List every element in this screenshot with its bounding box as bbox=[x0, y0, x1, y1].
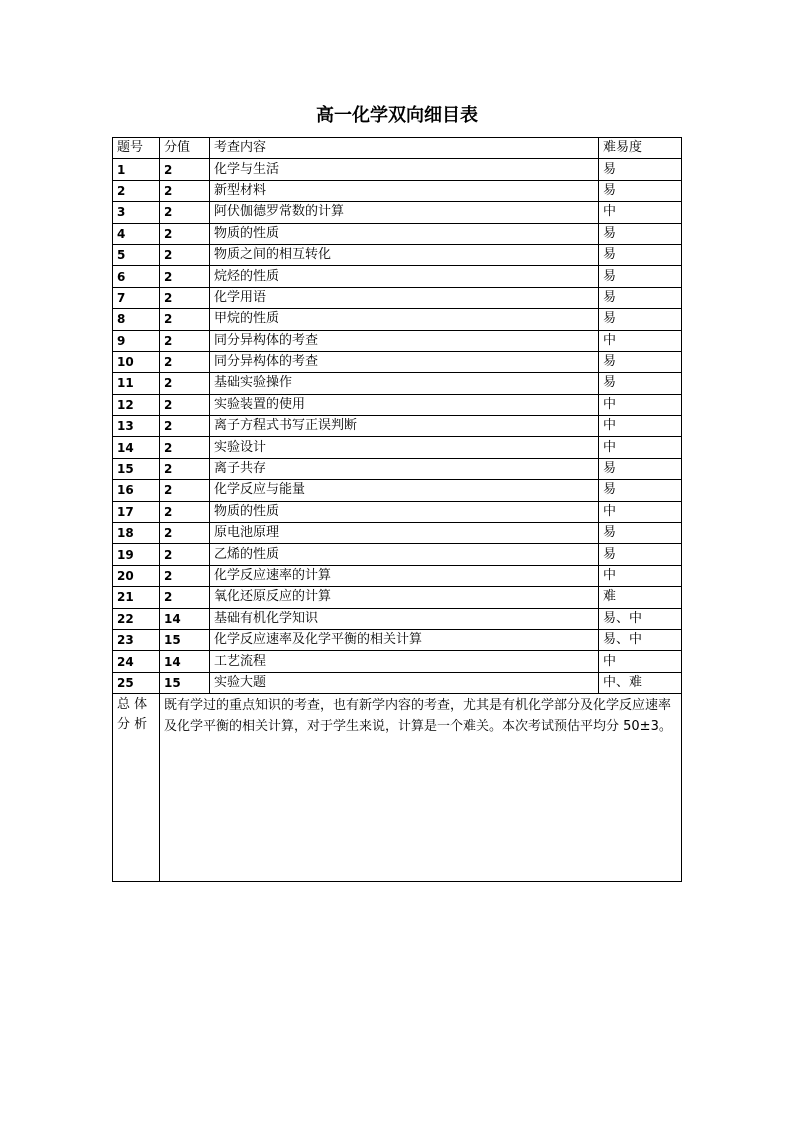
content-cell: 物质的性质 bbox=[210, 223, 599, 244]
score-cell: 2 bbox=[160, 587, 210, 608]
table-row bbox=[113, 437, 682, 458]
question-number-cell: 15 bbox=[113, 458, 160, 479]
table-row bbox=[113, 244, 682, 265]
difficulty-cell: 中 bbox=[599, 437, 682, 458]
difficulty-cell: 易 bbox=[599, 458, 682, 479]
score-cell: 2 bbox=[160, 309, 210, 330]
question-number-cell: 21 bbox=[113, 587, 160, 608]
content-cell: 化学反应速率及化学平衡的相关计算 bbox=[210, 629, 599, 650]
difficulty-cell: 易 bbox=[599, 223, 682, 244]
question-number-cell: 23 bbox=[113, 629, 160, 650]
content-cell: 烷烃的性质 bbox=[210, 266, 599, 287]
score-cell: 2 bbox=[160, 202, 210, 223]
content-cell: 原电池原理 bbox=[210, 523, 599, 544]
question-number-cell: 7 bbox=[113, 287, 160, 308]
content-cell: 基础有机化学知识 bbox=[210, 608, 599, 629]
table-row bbox=[113, 202, 682, 223]
content-cell: 甲烷的性质 bbox=[210, 309, 599, 330]
difficulty-cell: 中 bbox=[599, 202, 682, 223]
question-number-cell: 1 bbox=[113, 159, 160, 180]
question-number-cell: 13 bbox=[113, 416, 160, 437]
score-cell: 14 bbox=[160, 608, 210, 629]
table-row bbox=[113, 416, 682, 437]
table-row bbox=[113, 159, 682, 180]
question-number-cell: 12 bbox=[113, 394, 160, 415]
score-cell: 2 bbox=[160, 501, 210, 522]
score-cell: 2 bbox=[160, 266, 210, 287]
table-row bbox=[113, 651, 682, 672]
header-cell-difficulty: 难易度 bbox=[599, 138, 682, 159]
question-number-cell: 2 bbox=[113, 180, 160, 201]
question-number-cell: 11 bbox=[113, 373, 160, 394]
question-number-cell: 6 bbox=[113, 266, 160, 287]
table-row bbox=[113, 565, 682, 586]
difficulty-cell: 易 bbox=[599, 287, 682, 308]
content-cell: 实验装置的使用 bbox=[210, 394, 599, 415]
question-number-cell: 18 bbox=[113, 523, 160, 544]
content-cell: 乙烯的性质 bbox=[210, 544, 599, 565]
difficulty-cell: 易 bbox=[599, 544, 682, 565]
spec-table bbox=[112, 137, 682, 882]
difficulty-cell: 中 bbox=[599, 416, 682, 437]
content-cell: 化学反应与能量 bbox=[210, 480, 599, 501]
score-cell: 15 bbox=[160, 629, 210, 650]
table-row bbox=[113, 394, 682, 415]
score-cell: 2 bbox=[160, 394, 210, 415]
difficulty-cell: 中 bbox=[599, 651, 682, 672]
table-row bbox=[113, 287, 682, 308]
table-row bbox=[113, 330, 682, 351]
table-header-row bbox=[113, 138, 682, 159]
score-cell: 15 bbox=[160, 672, 210, 693]
table-row bbox=[113, 672, 682, 693]
difficulty-cell: 易 bbox=[599, 266, 682, 287]
content-cell: 化学用语 bbox=[210, 287, 599, 308]
score-cell: 2 bbox=[160, 416, 210, 437]
document-title: 高一化学双向细目表 bbox=[316, 105, 478, 126]
table-row bbox=[113, 373, 682, 394]
content-cell: 物质之间的相互转化 bbox=[210, 244, 599, 265]
score-cell: 2 bbox=[160, 458, 210, 479]
content-cell: 实验设计 bbox=[210, 437, 599, 458]
score-cell: 2 bbox=[160, 373, 210, 394]
difficulty-cell: 中 bbox=[599, 330, 682, 351]
table-row bbox=[113, 608, 682, 629]
score-cell: 2 bbox=[160, 223, 210, 244]
table-row bbox=[113, 544, 682, 565]
score-cell: 14 bbox=[160, 651, 210, 672]
table-row bbox=[113, 266, 682, 287]
question-number-cell: 25 bbox=[113, 672, 160, 693]
question-number-cell: 22 bbox=[113, 608, 160, 629]
difficulty-cell: 易 bbox=[599, 373, 682, 394]
difficulty-cell: 难 bbox=[599, 587, 682, 608]
content-cell: 化学与生活 bbox=[210, 159, 599, 180]
content-cell: 同分异构体的考查 bbox=[210, 351, 599, 372]
question-number-cell: 16 bbox=[113, 480, 160, 501]
table-row bbox=[113, 223, 682, 244]
content-cell: 新型材料 bbox=[210, 180, 599, 201]
difficulty-cell: 易 bbox=[599, 309, 682, 330]
content-cell: 工艺流程 bbox=[210, 651, 599, 672]
content-cell: 基础实验操作 bbox=[210, 373, 599, 394]
content-cell: 物质的性质 bbox=[210, 501, 599, 522]
table-row bbox=[113, 351, 682, 372]
content-cell: 实验大题 bbox=[210, 672, 599, 693]
score-cell: 2 bbox=[160, 437, 210, 458]
difficulty-cell: 中 bbox=[599, 565, 682, 586]
difficulty-cell: 易 bbox=[599, 523, 682, 544]
table-row bbox=[113, 587, 682, 608]
score-cell: 2 bbox=[160, 244, 210, 265]
score-cell: 2 bbox=[160, 180, 210, 201]
question-number-cell: 8 bbox=[113, 309, 160, 330]
question-number-cell: 5 bbox=[113, 244, 160, 265]
score-cell: 2 bbox=[160, 523, 210, 544]
score-cell: 2 bbox=[160, 351, 210, 372]
question-number-cell: 14 bbox=[113, 437, 160, 458]
summary-row bbox=[113, 694, 682, 882]
question-number-cell: 20 bbox=[113, 565, 160, 586]
difficulty-cell: 中 bbox=[599, 394, 682, 415]
score-cell: 2 bbox=[160, 330, 210, 351]
table-row bbox=[113, 629, 682, 650]
content-cell: 化学反应速率的计算 bbox=[210, 565, 599, 586]
content-cell: 离子方程式书写正误判断 bbox=[210, 416, 599, 437]
difficulty-cell: 中 bbox=[599, 501, 682, 522]
difficulty-cell: 易、中 bbox=[599, 608, 682, 629]
question-number-cell: 19 bbox=[113, 544, 160, 565]
table-row bbox=[113, 523, 682, 544]
summary-label: 总 体 分 析 bbox=[113, 694, 160, 882]
difficulty-cell: 易 bbox=[599, 480, 682, 501]
difficulty-cell: 易 bbox=[599, 351, 682, 372]
table-row bbox=[113, 501, 682, 522]
difficulty-cell: 中、难 bbox=[599, 672, 682, 693]
question-number-cell: 4 bbox=[113, 223, 160, 244]
difficulty-cell: 易 bbox=[599, 244, 682, 265]
score-cell: 2 bbox=[160, 480, 210, 501]
header-cell-number: 题号 bbox=[113, 138, 160, 159]
score-cell: 2 bbox=[160, 287, 210, 308]
table-row bbox=[113, 309, 682, 330]
question-number-cell: 17 bbox=[113, 501, 160, 522]
question-number-cell: 10 bbox=[113, 351, 160, 372]
table-row bbox=[113, 480, 682, 501]
content-cell: 氧化还原反应的计算 bbox=[210, 587, 599, 608]
header-cell-content: 考查内容 bbox=[210, 138, 599, 159]
score-cell: 2 bbox=[160, 159, 210, 180]
score-cell: 2 bbox=[160, 565, 210, 586]
question-number-cell: 24 bbox=[113, 651, 160, 672]
summary-text: 既有学过的重点知识的考查，也有新学内容的考查，尤其是有机化学部分及化学反应速率及化学平衡的相关计算，对于学生来说，计算是一个难关。本次考试预估平均分 50±3。 bbox=[160, 694, 682, 882]
content-cell: 离子共存 bbox=[210, 458, 599, 479]
question-number-cell: 9 bbox=[113, 330, 160, 351]
table-row bbox=[113, 180, 682, 201]
question-number-cell: 3 bbox=[113, 202, 160, 223]
difficulty-cell: 易 bbox=[599, 180, 682, 201]
content-cell: 同分异构体的考查 bbox=[210, 330, 599, 351]
difficulty-cell: 易、中 bbox=[599, 629, 682, 650]
table-row bbox=[113, 458, 682, 479]
score-cell: 2 bbox=[160, 544, 210, 565]
difficulty-cell: 易 bbox=[599, 159, 682, 180]
header-cell-score: 分值 bbox=[160, 138, 210, 159]
content-cell: 阿伏伽德罗常数的计算 bbox=[210, 202, 599, 223]
